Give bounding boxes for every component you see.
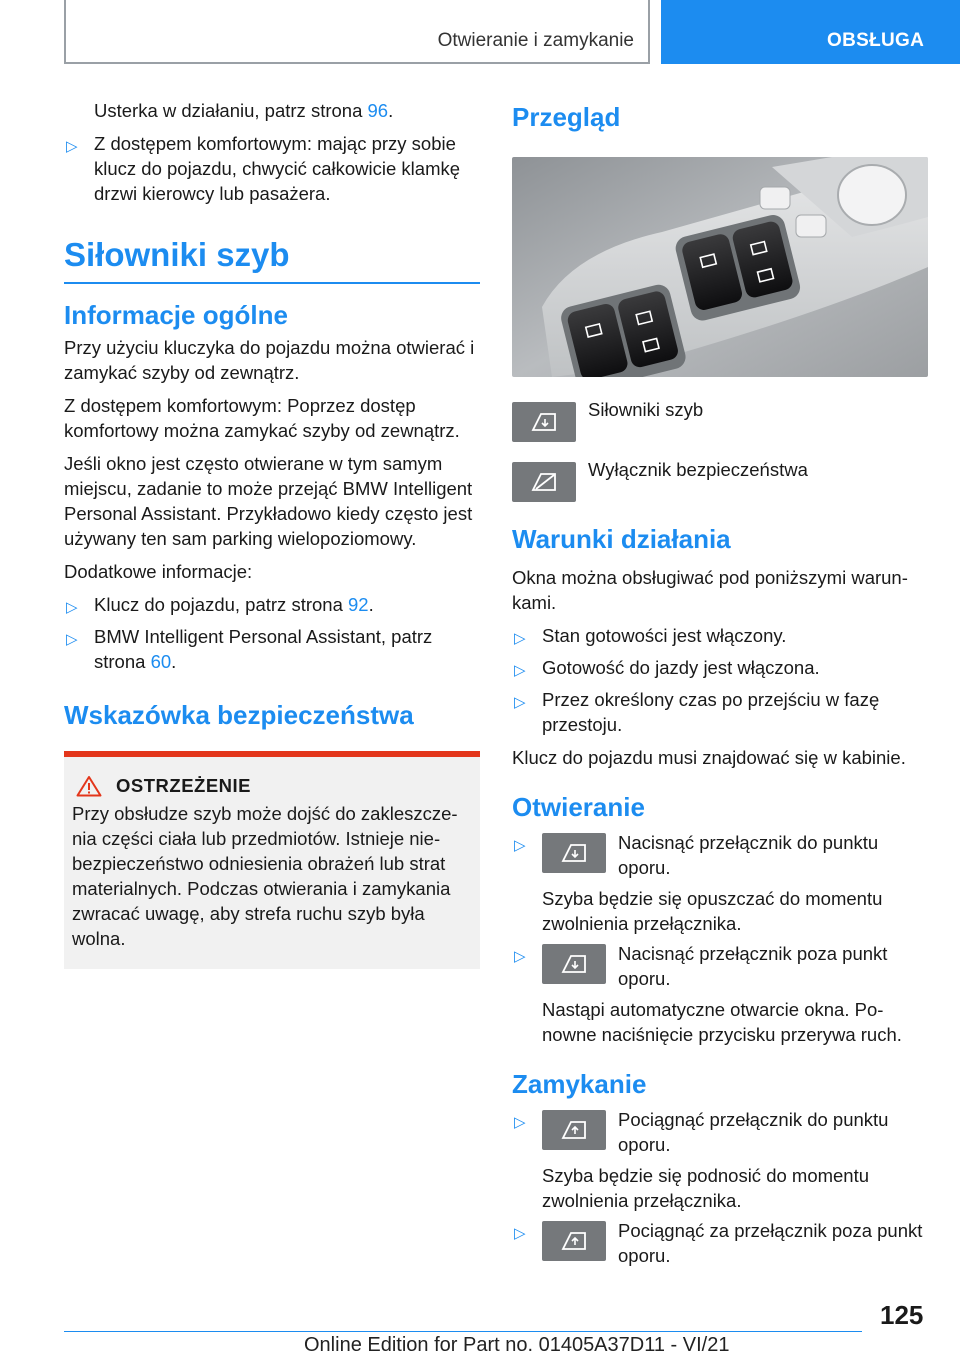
- page-link-92[interactable]: 92: [348, 594, 369, 615]
- step-text: Pociągnąć za przełącznik poza punkt oporu.: [618, 1220, 923, 1266]
- continued-text: Usterka w działaniu, patrz strona 96.: [94, 100, 394, 121]
- footer-divider: [64, 1331, 862, 1332]
- conditions-list: [512, 623, 928, 737]
- opening-step-1: [512, 833, 928, 936]
- triangle-bullet-icon: ▷: [514, 948, 526, 965]
- triangle-bullet-icon: ▷: [514, 630, 526, 647]
- warning-box: [64, 751, 480, 969]
- window-switch-symbol-icon: [512, 402, 576, 442]
- symbol-label-window-switch: Siłowniki szyb: [588, 399, 704, 420]
- section-title: Siłowniki szyb: [64, 236, 480, 284]
- list-item: ▷ BMW Intelligent Personal Assistant, patrz strona 60.: [66, 626, 433, 672]
- info-paragraph-3: Jeśli okno jest często otwierane w tym samym miejscu, zadanie to może przejąć BMW Intelligent Personal Assistant. Przykładowo kiedy często jest używany ten sam parking wielopoziomowy.: [64, 453, 473, 549]
- right-column: [512, 98, 928, 1276]
- window-switch-symbol-icon: [542, 833, 606, 873]
- step-note: Szyba będzie się podnosić do momentu zwolnienia przełącznika.: [542, 1165, 870, 1211]
- window-switch-photo: [512, 157, 928, 377]
- info-paragraph-1: Przy użyciu kluczyka do pojazdu można otwierać i zamykać szyby od zewnątrz.: [64, 337, 475, 383]
- page-link-60[interactable]: 60: [150, 651, 172, 672]
- window-switch-symbol-icon: [542, 1110, 606, 1150]
- list-item: ▷ Przez określony czas po przejściu w fazę przestoju.: [514, 689, 880, 735]
- header-chapter-title: OBSŁUGA: [827, 30, 925, 51]
- list-item: ▷ Klucz do pojazdu, patrz strona 92.: [64, 592, 480, 617]
- step-note: Nastąpi automatyczne otwarcie okna. Ponowne naciśnięcie przycisku przerywa ruch.: [542, 999, 902, 1045]
- triangle-bullet-icon: ▷: [514, 662, 526, 679]
- symbol-label-safety-switch: Wyłącznik bezpieczeństwa: [588, 459, 808, 480]
- step-text: Nacisnąć przełącznik do punktu oporu.: [618, 832, 879, 878]
- safety-heading: Wskazówka bezpieczeństwa: [64, 700, 414, 730]
- warning-title: OSTRZEŻENIE: [116, 775, 252, 796]
- footer-edition: Online Edition for Part no. 01405A37D11 - VI/21: [304, 1334, 730, 1356]
- page-number: 125: [880, 1300, 924, 1330]
- comfort-access-list: [64, 131, 480, 206]
- triangle-bullet-icon: ▷: [66, 599, 78, 616]
- triangle-bullet-icon: ▷: [514, 837, 526, 854]
- step-text: Pociągnąć przełącznik do punktu oporu.: [618, 1109, 889, 1155]
- safety-switch-symbol-icon: [512, 462, 576, 502]
- opening-heading: Otwieranie: [512, 792, 645, 822]
- warning-text: Przy obsłudze szyb może dojść do zakleszczenia części ciała lub przedmiotów. Istnieje niebezpieczeństwo odniesienia obrażeń lub strat materialnych. Podczas otwierania i zamykania zwracać uwagę, aby strefa ruchu szyb była wolna.: [72, 803, 458, 949]
- closing-step-2: [512, 1221, 928, 1268]
- triangle-bullet-icon: ▷: [514, 1114, 526, 1131]
- triangle-bullet-icon: ▷: [514, 1225, 526, 1242]
- symbol-legend-row: [512, 459, 928, 502]
- triangle-bullet-icon: ▷: [514, 694, 526, 711]
- step-note: Szyba będzie się opuszczać do momentu zwolnienia przełącznika.: [542, 888, 883, 934]
- conditions-intro: Okna można obsługiwać pod poniższymi warunkami.: [512, 567, 908, 613]
- page-link-96[interactable]: 96: [367, 100, 389, 121]
- overview-heading: Przegląd: [512, 102, 621, 132]
- header-section-box: [64, 0, 650, 64]
- header-chapter-box: [661, 0, 960, 64]
- header-section-title: Otwieranie i zamykanie: [437, 30, 634, 51]
- conditions-heading: Warunki działania: [512, 524, 731, 554]
- additional-info-list: [64, 592, 480, 674]
- closing-step-1: [512, 1110, 928, 1213]
- conditions-outro: Klucz do pojazdu musi znajdować się w kabinie.: [512, 747, 906, 768]
- closing-heading: Zamykanie: [512, 1069, 647, 1099]
- info-paragraph-4: Dodatkowe informacje:: [64, 561, 253, 582]
- list-item: ▷ Gotowość do jazdy jest włączona.: [512, 655, 928, 680]
- symbol-legend-row: [512, 399, 928, 442]
- triangle-bullet-icon: ▷: [66, 631, 78, 648]
- info-paragraph-2: Z dostępem komfortowym: Poprzez dostęp komfortowy można zamykać szyby od zewnątrz.: [64, 395, 460, 441]
- left-column: [64, 98, 480, 969]
- window-switch-symbol-icon: [542, 1221, 606, 1261]
- list-item: ▷ Z dostępem komfortowym: mając przy sobie klucz do pojazdu, chwycić całkowicie klamkę drzwi kierowcy lub pasażera.: [66, 133, 461, 204]
- list-item: ▷ Stan gotowości jest włączony.: [512, 623, 928, 648]
- warning-triangle-icon: [76, 775, 102, 797]
- info-heading: Informacje ogólne: [64, 300, 288, 330]
- opening-step-2: [512, 944, 928, 1047]
- triangle-bullet-icon: ▷: [66, 138, 78, 155]
- step-text: Nacisnąć przełącznik poza punkt oporu.: [618, 943, 888, 989]
- window-switch-symbol-icon: [542, 944, 606, 984]
